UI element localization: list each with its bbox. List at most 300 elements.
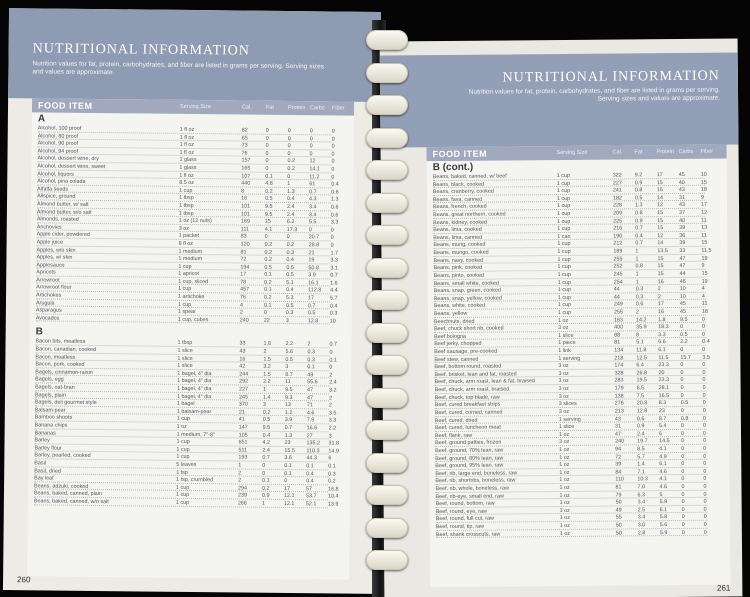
calories: 254	[613, 278, 623, 286]
protein: 11.5	[658, 354, 669, 361]
protein: 13.5	[657, 248, 668, 255]
calories: 17	[240, 271, 247, 278]
food-name: Bacon, pork, cooked	[35, 361, 85, 369]
protein: 1	[287, 181, 291, 188]
fat: 9.2	[634, 172, 643, 179]
serving-size: 3 oz	[558, 370, 569, 377]
fat: 2.2	[263, 379, 271, 386]
food-name: Avocados	[35, 315, 60, 322]
calories: 651	[238, 439, 248, 446]
fat: 3.2	[263, 363, 271, 371]
carbs: 0	[681, 499, 685, 506]
fiber: 0	[702, 384, 706, 391]
fiber: 1.7	[330, 249, 339, 257]
fiber: 0	[702, 361, 706, 369]
protein: 0.5	[286, 272, 294, 279]
protein: 6	[658, 430, 663, 437]
carbs: 0	[680, 430, 685, 437]
food-name: Almond butter, w/o salt	[36, 208, 92, 216]
carbs: 21	[308, 249, 315, 256]
serving-size: 1 medium, 7"-8"	[176, 431, 215, 438]
fiber: 0	[702, 422, 706, 429]
calories: 292	[239, 378, 249, 385]
food-name: Alcohol, dessert wine, dry	[37, 155, 99, 163]
serving-size: 3 oz	[558, 385, 569, 393]
carbs: 0.5	[307, 310, 316, 317]
calories: 169	[240, 218, 250, 225]
fat: 14.2	[635, 316, 647, 323]
binding-ring	[366, 160, 408, 180]
fat: 1.5	[263, 371, 271, 378]
fat: 19.7	[637, 438, 648, 445]
binding-ring	[366, 290, 408, 310]
food-name: Beans, cranberry, cooked	[432, 188, 494, 196]
fiber: 4	[701, 285, 705, 292]
fat: 1	[635, 271, 639, 278]
fiber: 19	[701, 255, 708, 262]
carbs: 0.5	[680, 331, 688, 338]
calories: 255	[613, 309, 623, 316]
protein: 11	[285, 379, 291, 386]
carbs: 0	[681, 521, 685, 528]
fat: 11.8	[636, 347, 647, 354]
calories: 179	[614, 385, 624, 392]
calories: 240	[239, 317, 249, 324]
serving-size: 1 glass	[179, 164, 197, 172]
fat: 8	[636, 332, 640, 339]
calories: 16	[241, 195, 248, 202]
food-name: Beans, mungo, cooked	[433, 249, 489, 257]
food-name: Asparagus	[35, 307, 62, 314]
carbs: 0	[681, 506, 685, 513]
fiber: 0.3	[328, 470, 336, 478]
food-name: Anchovies	[36, 224, 62, 231]
carbs: 33	[679, 248, 686, 255]
protein: 0	[284, 478, 288, 485]
fiber: 10	[700, 171, 707, 178]
food-name: Beans, baked, canned, w/o salt	[33, 498, 109, 506]
serving-size: 1 fl oz	[179, 142, 195, 149]
col-header: Carbs	[678, 148, 694, 155]
serving-size: 3 oz	[558, 408, 570, 415]
serving-size: 1 tbsp	[178, 210, 194, 217]
page-title: NUTRITIONAL INFORMATION	[502, 68, 720, 86]
protein: 8.7	[658, 415, 667, 422]
binding-ring	[366, 30, 408, 50]
fat: 0.4	[262, 432, 271, 439]
col-header: Fiber	[331, 105, 345, 112]
protein: 0.4	[287, 196, 295, 203]
fat: 0.2	[264, 279, 272, 286]
protein: 23.3	[658, 377, 670, 384]
food-item-header: FOOD ITEM	[432, 148, 488, 160]
serving-size: 1 tbsp	[177, 340, 193, 347]
fat: 0.2	[264, 241, 273, 248]
carbs: 2	[307, 341, 311, 348]
food-name: Beef, chuck, arm roast, braised	[434, 386, 510, 394]
food-name: Beef, rib-eye, small end, raw	[435, 493, 504, 500]
carbs: 0	[681, 476, 685, 483]
food-name: Beef bologna	[434, 333, 466, 340]
serving-size: 1 bagel, 4" dia	[177, 385, 212, 393]
serving-size: 1 cup	[557, 264, 571, 271]
carbs: 19	[308, 257, 315, 264]
fat: 12.8	[636, 408, 648, 415]
fiber: 0	[702, 369, 706, 376]
protein: 5	[659, 491, 663, 498]
calories: 105	[238, 432, 248, 439]
fiber: 0	[701, 316, 706, 323]
calories: 174	[614, 362, 624, 369]
protein: 5.1	[286, 279, 294, 286]
serving-size: 1 tbsp	[178, 202, 194, 209]
protein: 15	[657, 263, 664, 270]
calories: 76	[241, 150, 248, 157]
serving-size: 1 glass	[179, 157, 197, 164]
calories: 241	[612, 187, 622, 194]
serving-size: 1 slice	[177, 347, 193, 355]
carbs: 0.4	[306, 478, 314, 485]
protein: 15	[657, 210, 664, 217]
fiber: 3.2	[329, 387, 337, 394]
serving-size: 1 oz	[559, 484, 570, 492]
calories: 42	[239, 363, 246, 370]
fiber: 0	[703, 529, 707, 536]
fat: 0.3	[635, 286, 644, 293]
serving-size: 1 oz	[559, 500, 570, 507]
serving-size: 1 packet	[178, 233, 200, 240]
binding-ring	[366, 388, 408, 408]
carbs: 10	[679, 286, 686, 293]
calories: 120	[240, 241, 250, 248]
fiber: 0	[703, 483, 707, 490]
serving-size: 8 fl oz	[178, 240, 194, 247]
calories: 182	[612, 195, 622, 202]
food-name: Beef, flank, raw	[434, 432, 473, 439]
protein: 0	[287, 143, 291, 150]
fiber: 0	[331, 166, 335, 173]
fat: 0.1	[265, 173, 273, 180]
section-letter: A	[37, 113, 46, 125]
fat: 26.8	[636, 370, 648, 377]
carbs: 0	[309, 135, 313, 142]
protein: 4.6	[659, 468, 667, 475]
serving-size: 1 oz	[559, 507, 570, 514]
calories: 43	[614, 415, 621, 423]
carbs: 39	[679, 225, 686, 232]
carbs: 112.8	[308, 287, 322, 294]
protein: 0.3	[285, 310, 294, 317]
fiber: 0.1	[328, 463, 336, 470]
protein: 5.6	[285, 349, 294, 356]
fat: 0.7	[262, 455, 270, 462]
food-name: Apples, w/ skin	[36, 254, 73, 261]
food-name: Beef, cured, luncheon meat	[434, 424, 501, 432]
calories: 94	[615, 446, 622, 453]
calories: 147	[238, 424, 248, 431]
carbs: 0.1	[306, 463, 314, 470]
protein: 0.4	[286, 257, 294, 264]
protein: 3.3	[658, 331, 666, 338]
calories: 43	[239, 348, 246, 355]
calories: 41	[238, 416, 245, 423]
food-name: Allspice, ground	[37, 193, 76, 201]
calories: 283	[614, 377, 624, 384]
serving-size: 1 link	[558, 347, 571, 355]
food-name: Almonds, roasted	[36, 216, 79, 223]
serving-size: 1 cup	[175, 499, 190, 506]
table-header	[426, 145, 726, 162]
col-header: Cal.	[612, 149, 623, 156]
fiber: 2	[328, 395, 333, 402]
serving-size: 1 medium	[178, 255, 203, 263]
serving-size: 1 cup	[557, 302, 572, 309]
binding-ring	[366, 63, 408, 83]
food-name: Artichokes	[36, 292, 62, 299]
fiber: 0	[329, 349, 333, 356]
page-number: 261	[716, 583, 731, 593]
protein: 4.1	[659, 476, 667, 483]
food-name: Apples, w/o skin	[36, 246, 76, 254]
calories: 65	[241, 135, 248, 142]
serving-size: 1 bagel, 4" dia	[177, 378, 212, 385]
fiber: 0	[702, 323, 706, 330]
calories: 39	[615, 461, 622, 468]
fat: 35.9	[636, 324, 647, 331]
food-name: Bacon, meatless	[35, 353, 76, 361]
carbs: 40	[679, 217, 686, 224]
carbs: 135.2	[306, 440, 321, 447]
calories: 227	[239, 386, 249, 393]
carbs: 46	[679, 278, 686, 285]
fat: 3.0	[637, 522, 646, 529]
fiber: 3.1	[330, 265, 338, 272]
carbs: 5.5	[308, 219, 317, 226]
food-name: Alfalfa seeds	[37, 186, 69, 193]
calories: 81	[614, 339, 621, 346]
binding-ring	[366, 355, 408, 375]
fiber: 0	[331, 143, 335, 150]
serving-size: 1 bagel, 4" dia	[177, 370, 212, 378]
food-name: Beef, rib, whole, boneless, raw	[435, 485, 509, 493]
calories: 212	[613, 240, 623, 248]
protein: 14.5	[659, 438, 670, 445]
food-name: Alcohol, 80 proof	[37, 132, 79, 140]
calories: 245	[613, 271, 623, 278]
carbs: 45	[679, 301, 686, 308]
fat: 0	[263, 310, 267, 317]
fat: 1	[635, 256, 639, 263]
fat: 0	[265, 165, 269, 172]
carbs: 52.1	[305, 501, 317, 508]
food-name: Beans, adzuki, cooked	[34, 483, 89, 490]
protein: 0	[286, 234, 290, 241]
food-name: Beef, rib, shortribs, boneless, raw	[435, 477, 516, 485]
protein: 5.3	[286, 295, 294, 302]
food-name: Beans, baked, canned, w/ beef	[432, 173, 507, 181]
protein: 23	[658, 407, 665, 415]
fiber: 9	[700, 194, 704, 201]
food-name: Beef stew, canned	[434, 356, 479, 363]
fiber: 1.3	[331, 196, 339, 203]
calories: 101	[240, 203, 251, 210]
protein: 2	[657, 293, 661, 300]
fiber: 0	[703, 460, 707, 467]
fiber: 11	[701, 232, 707, 239]
fiber: 0	[703, 468, 707, 475]
carbs: 0	[681, 461, 685, 468]
fat: 0	[264, 234, 268, 241]
serving-size: 1 medium	[178, 248, 203, 255]
food-name: Beans, pink, cooked	[433, 264, 483, 272]
serving-size: 8.5 oz	[179, 180, 194, 187]
fat: 0.2	[262, 485, 270, 492]
food-name: Arrowroot	[36, 277, 60, 284]
fiber: 18	[701, 308, 708, 315]
food-name: Beans, snap, green, cooked	[433, 287, 501, 295]
binding-ring	[366, 323, 408, 343]
carbs: 11.2	[309, 173, 320, 180]
rows-b	[28, 339, 352, 509]
protein: 15.5	[284, 447, 295, 454]
carbs: 61	[309, 181, 316, 188]
calories: 400	[614, 324, 624, 331]
serving-size: 1 oz	[558, 431, 570, 438]
serving-size: 1 slice	[558, 332, 574, 339]
food-name: Alcohol, 90 proof	[37, 140, 79, 147]
protein: 15	[656, 179, 663, 186]
fat: 4.2	[262, 439, 271, 446]
carbs: 43	[678, 187, 685, 194]
calories: 2	[238, 477, 242, 484]
food-name: Basil	[34, 460, 47, 467]
food-name: Beans, mung, cooked	[433, 242, 486, 249]
carbs: 0.3	[307, 356, 315, 363]
calories: 72	[240, 256, 247, 263]
carbs: 0	[680, 423, 684, 430]
calories: 328	[614, 370, 624, 377]
protein: 0	[287, 173, 291, 180]
calories: 82	[241, 127, 248, 134]
serving-size: 1 cup	[179, 187, 193, 194]
fat: 0.5	[265, 196, 273, 203]
calories: 189	[613, 248, 623, 255]
serving-size: 1 cup	[178, 286, 192, 293]
fiber: 0.6	[331, 189, 339, 196]
serving-size: 1 fl oz	[179, 149, 194, 156]
binding-ring	[366, 453, 408, 473]
serving-size: 1 artichoke	[178, 293, 205, 301]
fat: 10.3	[637, 476, 648, 483]
carbs: 0	[681, 483, 685, 490]
carbs: 36	[679, 232, 686, 239]
carbs: 53.7	[305, 493, 317, 500]
food-name: Bay leaf	[34, 475, 54, 482]
fat: 2	[635, 309, 639, 316]
calories: 21	[238, 409, 245, 416]
serving-size: 1 cup	[557, 309, 572, 316]
calories: 84	[615, 469, 622, 476]
food-name: Beef, chuck, top blade, raw	[434, 394, 500, 401]
food-name: Barley flour	[34, 445, 62, 452]
carbs: 50.8	[308, 264, 319, 272]
protein: 16	[657, 278, 664, 285]
table-row	[430, 529, 730, 539]
fat: 15	[264, 218, 271, 225]
protein: 3.6	[284, 455, 292, 462]
fat: 1	[635, 278, 639, 285]
calories: 50	[615, 530, 622, 537]
food-name: Apple cider, powdered	[36, 231, 91, 239]
fat: 7.1	[637, 469, 645, 476]
fiber: 0	[331, 158, 335, 165]
food-name: Beans, lima, cooked	[433, 226, 482, 234]
spiral-binding	[360, 30, 400, 590]
fat: 0.5	[264, 264, 272, 271]
col-header: Protein	[656, 149, 675, 156]
calories: 76	[240, 294, 247, 301]
fat: 2.4	[262, 447, 270, 454]
fiber: 15	[701, 270, 708, 277]
food-name: Beef sausage, pre-cooked	[434, 348, 498, 356]
serving-size: 1 slice	[177, 363, 193, 370]
fiber: 0.7	[329, 341, 338, 348]
serving-size: 1 serving	[558, 355, 581, 362]
food-name: Beans, white, cooked	[433, 303, 486, 310]
food-name: Beef, rib, large end, boneless, raw	[435, 470, 518, 477]
fat: 7.0	[637, 484, 645, 491]
calories: 138	[614, 393, 624, 400]
food-name: Beef, bottom round, roasted	[434, 363, 502, 371]
protein: 0.5	[286, 264, 294, 271]
food-name: Beechnuts, dried	[433, 318, 475, 325]
calories: 81	[240, 249, 247, 256]
serving-size: 1 oz	[559, 492, 570, 499]
fiber: 18	[700, 186, 707, 193]
calories: 165	[241, 165, 251, 172]
fiber: 3.5	[328, 410, 337, 417]
protein: 14	[657, 240, 664, 247]
carbs: 0	[308, 226, 312, 233]
protein: 4.1	[659, 446, 667, 453]
protein: 0	[287, 150, 291, 157]
calories: 216	[613, 225, 623, 232]
fat: 0.7	[635, 240, 643, 247]
fiber: 0	[703, 453, 707, 460]
calories: 44	[613, 286, 620, 293]
binding-ring	[366, 128, 408, 148]
serving-size: 3 oz	[558, 363, 569, 370]
serving-size: 1 spear	[177, 309, 196, 316]
protein: 28.1	[658, 385, 670, 392]
fiber: 0	[702, 407, 706, 414]
serving-size: 1 cup	[557, 241, 571, 248]
protein: 17.3	[286, 226, 298, 233]
carbs: 0	[680, 384, 684, 392]
protein: 0.2	[286, 241, 295, 248]
fiber: 14.9	[328, 448, 339, 455]
serving-size: 1 cup, sliced	[178, 278, 209, 286]
fat: 0.9	[635, 217, 643, 225]
col-header: Fat	[634, 149, 643, 156]
fat: 0.8	[635, 263, 644, 270]
food-name: Bagels, oat-bran	[35, 384, 75, 391]
carbs: 45	[679, 308, 686, 315]
food-name: Beef, cured breakfast strips	[434, 401, 501, 409]
carbs: 17	[308, 295, 315, 302]
fat: 0.9	[261, 493, 270, 500]
carbs: 43	[678, 202, 686, 209]
